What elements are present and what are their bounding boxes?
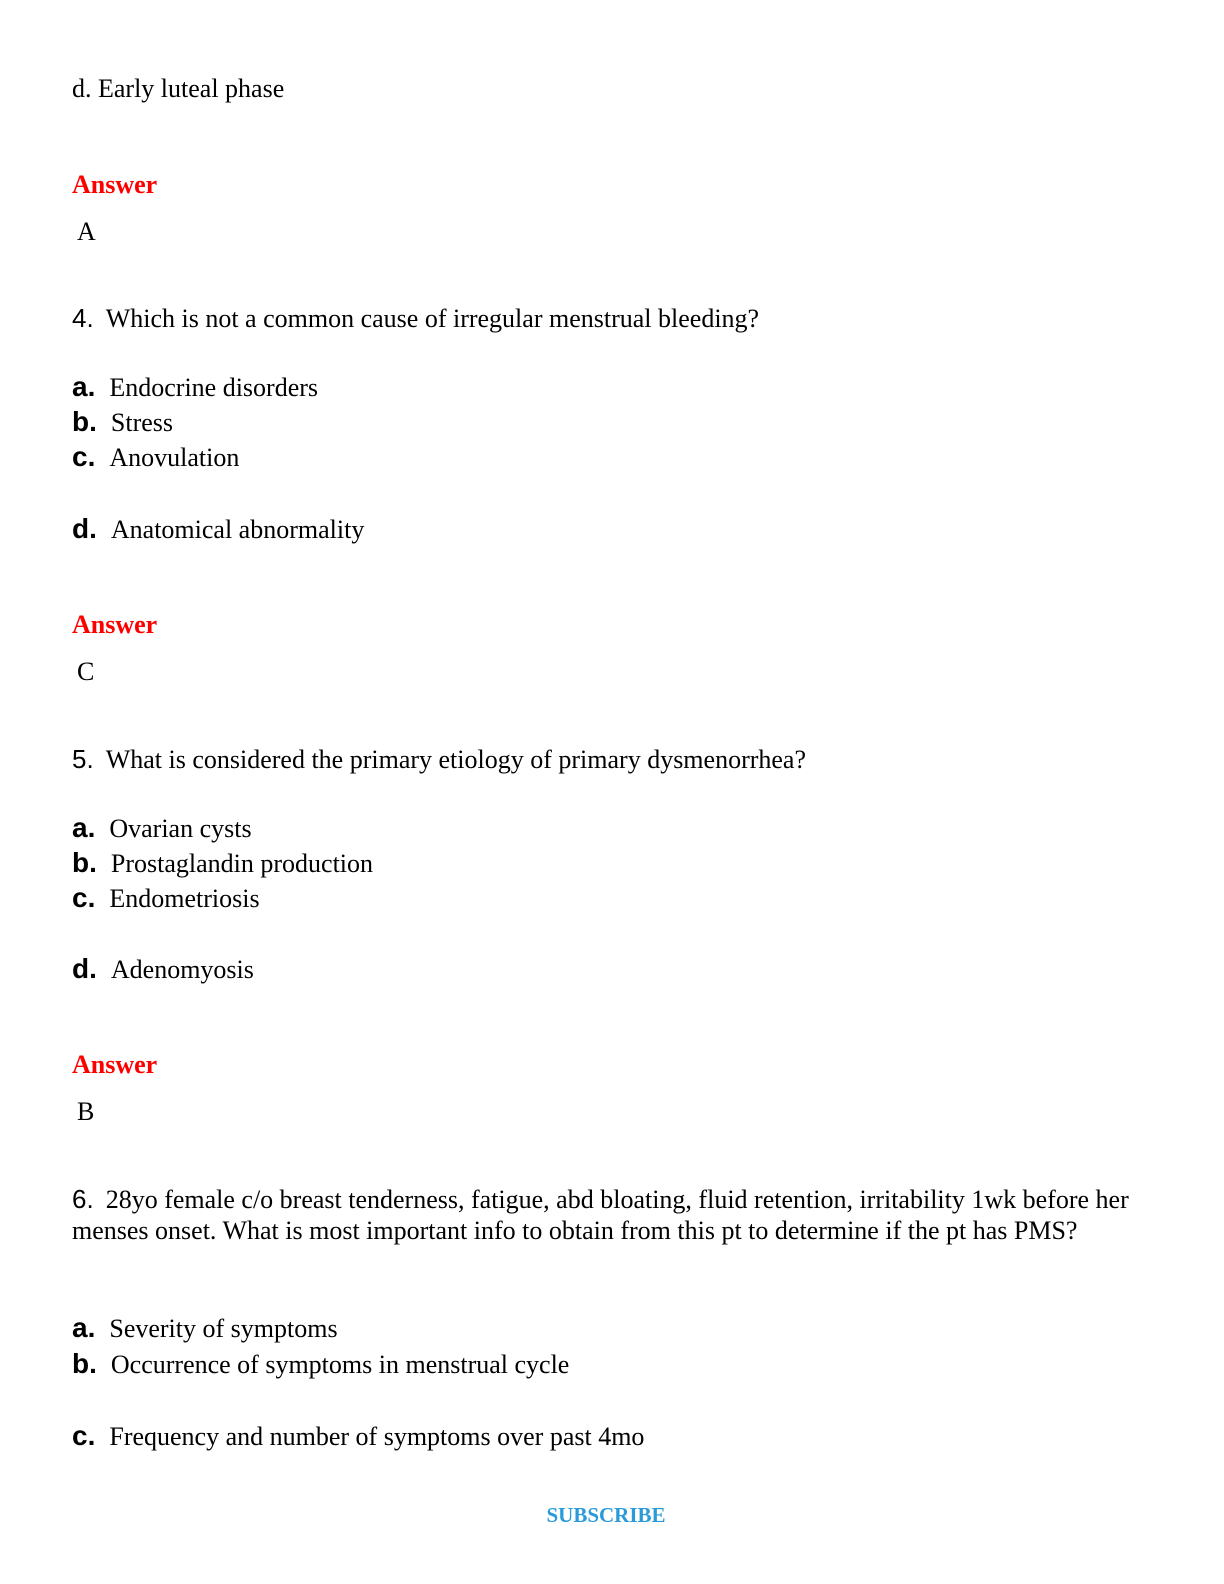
question-text: Which is not a common cause of irregular menstrual bleeding? (105, 304, 760, 333)
q4-option-a (72, 372, 318, 403)
option-letter: a. (72, 1312, 96, 1343)
option-text: Adenomyosis (110, 955, 254, 984)
q4-option-d (72, 514, 364, 545)
q5-option-a (72, 813, 252, 844)
option-letter: d. (72, 953, 97, 984)
question-number: 6. (72, 1184, 94, 1214)
option-text: Stress (110, 408, 174, 437)
question-number: 5. (72, 744, 94, 774)
option-text: Anovulation (109, 443, 240, 472)
option-text: Severity of symptoms (109, 1314, 338, 1343)
q6-option-c (72, 1421, 644, 1452)
option-letter: b. (72, 1348, 97, 1379)
option-letter: c. (72, 1420, 96, 1451)
option-letter: a. (72, 371, 96, 402)
q5-option-c (72, 883, 260, 914)
answer-heading-q4: Answer (72, 610, 158, 639)
option-text: Endocrine disorders (109, 373, 319, 402)
answer-value-q4: C (77, 657, 95, 686)
option-text: Prostaglandin production (110, 849, 374, 878)
option-letter: c. (72, 882, 96, 913)
previous-option-d: d. Early luteal phase (72, 74, 285, 103)
question-text: What is considered the primary etiology of primary dysmenorrhea? (105, 745, 807, 774)
option-letter: b. (72, 847, 97, 878)
q4-option-b (72, 407, 173, 438)
question-5 (72, 744, 806, 775)
option-text: Endometriosis (109, 884, 260, 913)
subscribe-link[interactable]: SUBSCRIBE (546, 1503, 666, 1527)
question-text: 28yo female c/o breast tenderness, fatigue, abd bloating, fluid retention, irritability 1wk before her menses onset. What is most important info to obtain from this pt to determine if the pt has PMS? (72, 1185, 1129, 1245)
option-text: Ovarian cysts (109, 814, 252, 843)
q5-option-b (72, 848, 373, 879)
option-letter: c. (72, 441, 96, 472)
option-text: Occurrence of symptoms in menstrual cycle (110, 1350, 570, 1379)
option-text: Frequency and number of symptoms over past 4mo (109, 1422, 645, 1451)
q4-option-c (72, 442, 239, 473)
option-letter: d. (72, 513, 97, 544)
answer-heading-q3: Answer (72, 170, 158, 199)
option-text: Anatomical abnormality (110, 515, 365, 544)
question-number: 4. (72, 303, 94, 333)
question-6 (72, 1184, 1132, 1246)
answer-heading-q5: Answer (72, 1050, 158, 1079)
q5-option-d (72, 954, 254, 985)
answer-value-q3: A (77, 217, 96, 246)
q6-option-a (72, 1313, 338, 1344)
option-letter: b. (72, 406, 97, 437)
question-4 (72, 303, 759, 334)
answer-value-q5: B (77, 1097, 95, 1126)
q6-option-b (72, 1349, 569, 1380)
option-letter: a. (72, 812, 96, 843)
